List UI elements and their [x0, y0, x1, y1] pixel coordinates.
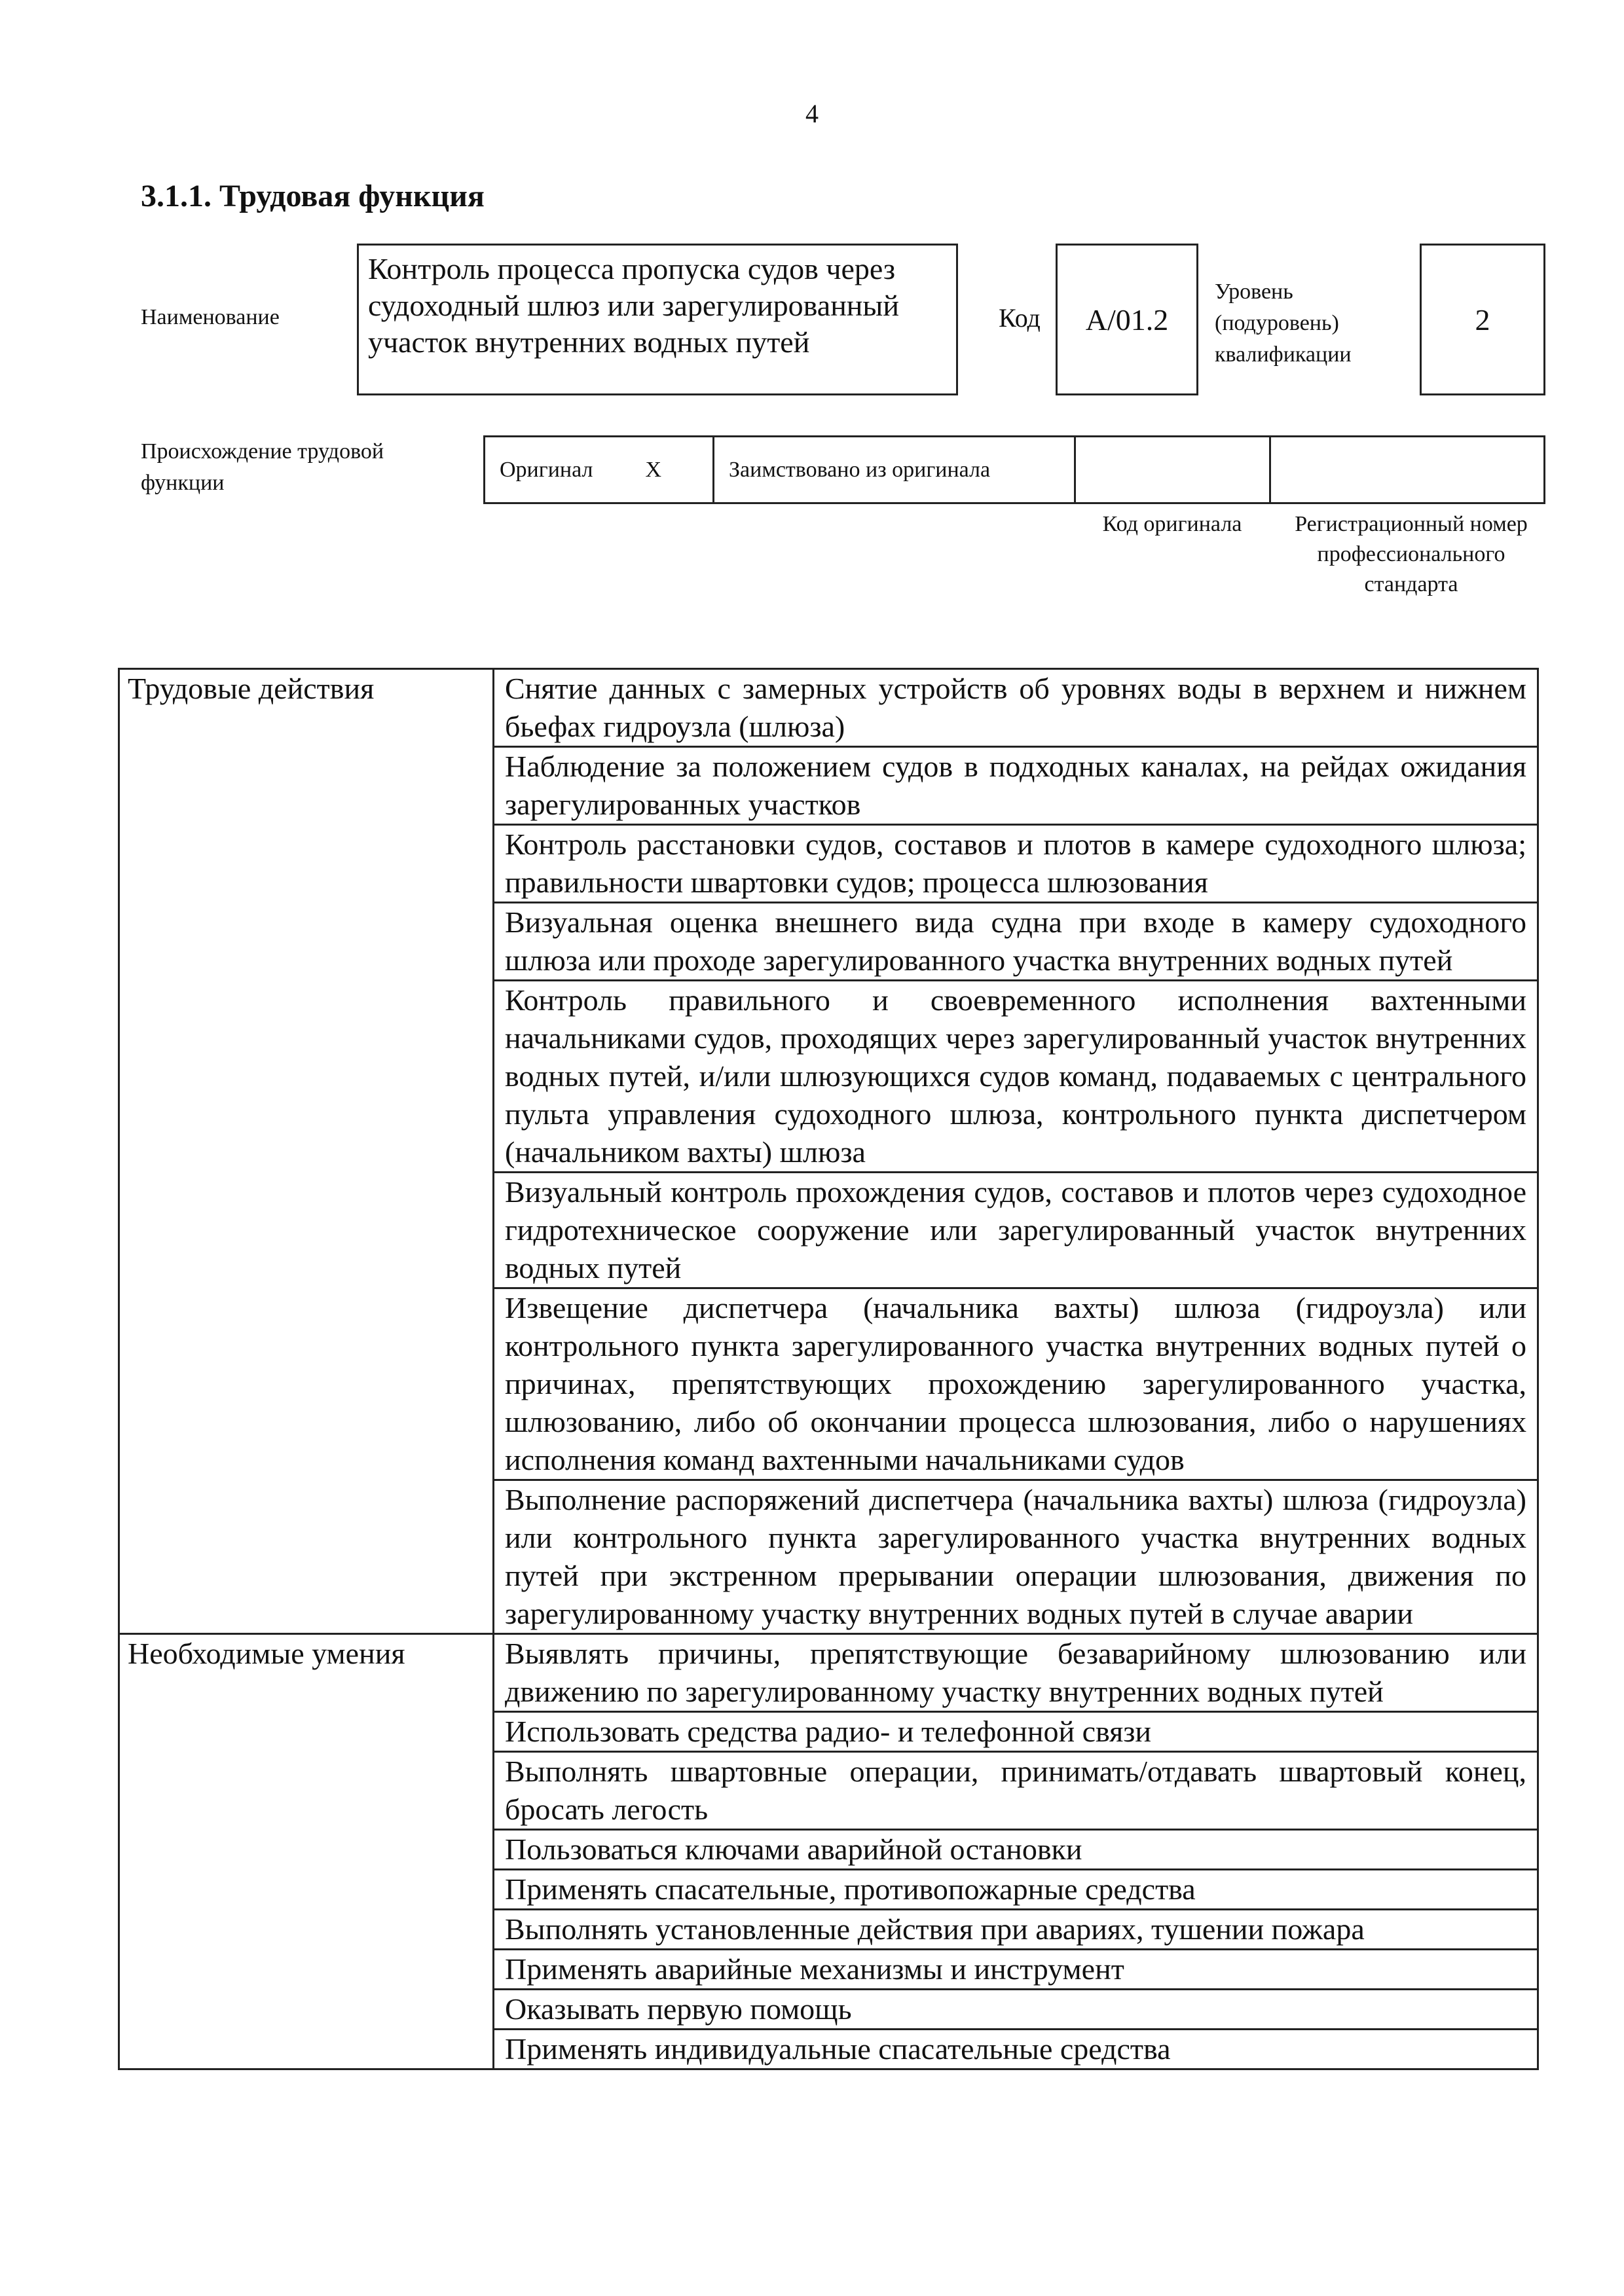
skill-label: Необходимые умения — [119, 1634, 494, 2069]
origin-borrowed-cell — [714, 437, 1076, 502]
skill-item: Выявлять причины, препятствующие безаварийному шлюзованию или движению по зарегулированному участку внутренних водных путей — [494, 1634, 1538, 1712]
skill-item: Использовать средства радио- и телефонной связи — [494, 1712, 1538, 1752]
origin-borrowed-label: Заимствовано из оригинала — [729, 457, 991, 482]
labor-action-item: Извещение диспетчера (начальника вахты) шлюза (гидроузла) или контрольного пункта зарегулированного участка внутренних водных путей о причинах, препятствующих прохождению зарегулированного участка, шлюзованию, либо об окончании процесса шлюзования, либо о нарушениях исполнения команд вахтенными начальниками судов — [494, 1288, 1538, 1480]
section-title: 3.1.1. Трудовая функция — [141, 179, 485, 213]
origin-table — [483, 435, 1545, 504]
labor-action-item: Визуальный контроль прохождения судов, составов и плотов через судоходное гидротехническое сооружение или зарегулированный участок внутренних водных путей — [494, 1173, 1538, 1288]
level-label: Уровень (подуровень) квалификации — [1215, 280, 1352, 367]
function-table-body — [119, 669, 1538, 2069]
skill-row — [119, 1634, 1538, 1712]
skill-item: Выполнять установленные действия при авариях, тушении пожара — [494, 1910, 1538, 1950]
labor-action-item: Визуальная оценка внешнего вида судна при входе в камеру судоходного шлюза или проходе зарегулированного участка внутренних водных путей — [494, 903, 1538, 981]
origin-code-cell — [1076, 437, 1271, 502]
labor-action-item: Снятие данных с замерных устройств об уровнях воды в верхнем и нижнем бьефах гидроузла (шлюза) — [494, 669, 1538, 747]
level-value — [1420, 244, 1545, 395]
origin-original-mark: X — [645, 457, 662, 482]
origin-reg-cell — [1271, 437, 1543, 502]
origin-label: Происхождение трудовой функции — [141, 439, 384, 495]
origin-original-label: Оригинал — [500, 457, 593, 482]
function-table — [118, 668, 1539, 2070]
labor-action-item: Контроль правильного и своевременного исполнения вахтенными начальниками судов, проходящих через зарегулированный участок внутренних водных путей, и/или шлюзующихся судов команд, подаваемых с центрального пульта управления судоходного шлюза, контрольного пункта диспетчером (начальником вахты) шлюза — [494, 981, 1538, 1173]
skill-item: Оказывать первую помощь — [494, 1990, 1538, 2030]
name-value: Контроль процесса пропуска судов через судоходный шлюз или зарегулированный участок внутренних водных путей — [357, 244, 958, 395]
level-value-text: 2 — [1475, 302, 1490, 337]
labor-action-label: Трудовые действия — [119, 669, 494, 1634]
labor-action-item: Наблюдение за положением судов в подходных каналах, на рейдах ожидания зарегулированных участков — [494, 747, 1538, 825]
labor-action-item: Контроль расстановки судов, составов и плотов в камере судоходного шлюза; правильности швартовки судов; процесса шлюзования — [494, 825, 1538, 903]
code-label: Код — [999, 303, 1041, 333]
page-number: 4 — [805, 99, 819, 128]
skill-item: Применять аварийные механизмы и инструмент — [494, 1950, 1538, 1990]
skill-item: Пользоваться ключами аварийной остановки — [494, 1830, 1538, 1870]
origin-reg-caption: Регистрационный номер профессионального стандарта — [1295, 512, 1528, 596]
code-value-text: А/01.2 — [1085, 302, 1169, 337]
origin-code-caption: Код оригинала — [1102, 512, 1242, 536]
code-value — [1056, 244, 1198, 395]
skill-item: Выполнять швартовные операции, принимать/отдавать швартовый конец, бросать легость — [494, 1752, 1538, 1830]
labor-action-row — [119, 669, 1538, 747]
skill-item: Применять индивидуальные спасательные средства — [494, 2030, 1538, 2069]
labor-action-item: Выполнение распоряжений диспетчера (начальника вахты) шлюза (гидроузла) или контрольного пункта зарегулированного участка внутренних водных путей при экстренном прерывании операции шлюзования, движения по зарегулированному участку внутренних водных путей в случае аварии — [494, 1480, 1538, 1634]
origin-original-cell — [485, 437, 714, 502]
skill-item: Применять спасательные, противопожарные средства — [494, 1870, 1538, 1910]
name-label: Наименование — [141, 305, 280, 329]
